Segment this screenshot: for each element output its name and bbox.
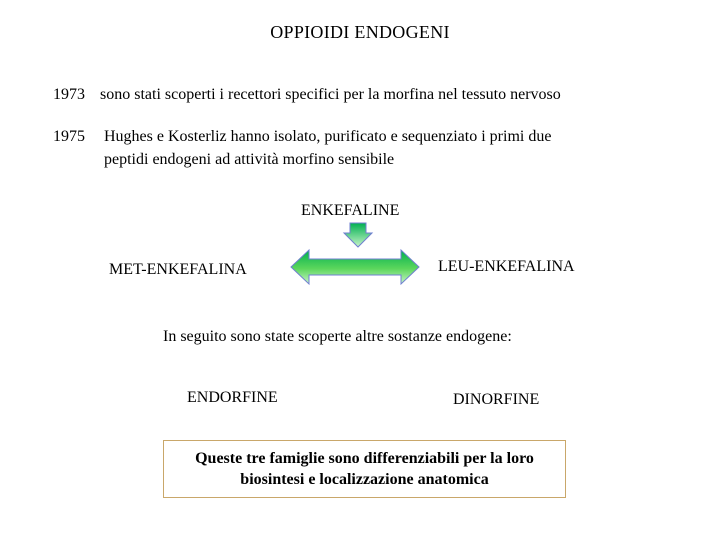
enkefaline-label: ENKEFALINE bbox=[301, 202, 400, 219]
page-title: OPPIOIDI ENDOGENI bbox=[270, 22, 450, 42]
note-line-1: Queste tre famiglie sono differenziabili per la loro bbox=[195, 450, 534, 467]
year-1975: 1975 bbox=[53, 128, 85, 145]
leu-enkefalina-label: LEU-ENKEFALINA bbox=[438, 258, 575, 275]
note-box bbox=[163, 440, 566, 498]
dinorfine-label: DINORFINE bbox=[453, 391, 540, 408]
history-text-1973: sono stati scoperti i recettori specifici per la morfina nel tessuto nervoso bbox=[100, 86, 561, 103]
down-arrow-icon bbox=[343, 222, 373, 248]
note-line-2: biosintesi e localizzazione anatomica bbox=[240, 471, 489, 488]
followup-text: In seguito sono state scoperte altre sostanze endogene: bbox=[163, 328, 512, 345]
history-text-1975-line2: peptidi endogeni ad attività morfino sensibile bbox=[104, 151, 395, 168]
met-enkefalina-label: MET-ENKEFALINA bbox=[109, 261, 247, 278]
history-text-1975-line1: Hughes e Kosterliz hanno isolato, purificato e sequenziato i primi due bbox=[104, 128, 552, 145]
year-1973: 1973 bbox=[53, 86, 85, 103]
double-arrow-icon bbox=[290, 249, 420, 285]
endorfine-label: ENDORFINE bbox=[187, 389, 278, 406]
